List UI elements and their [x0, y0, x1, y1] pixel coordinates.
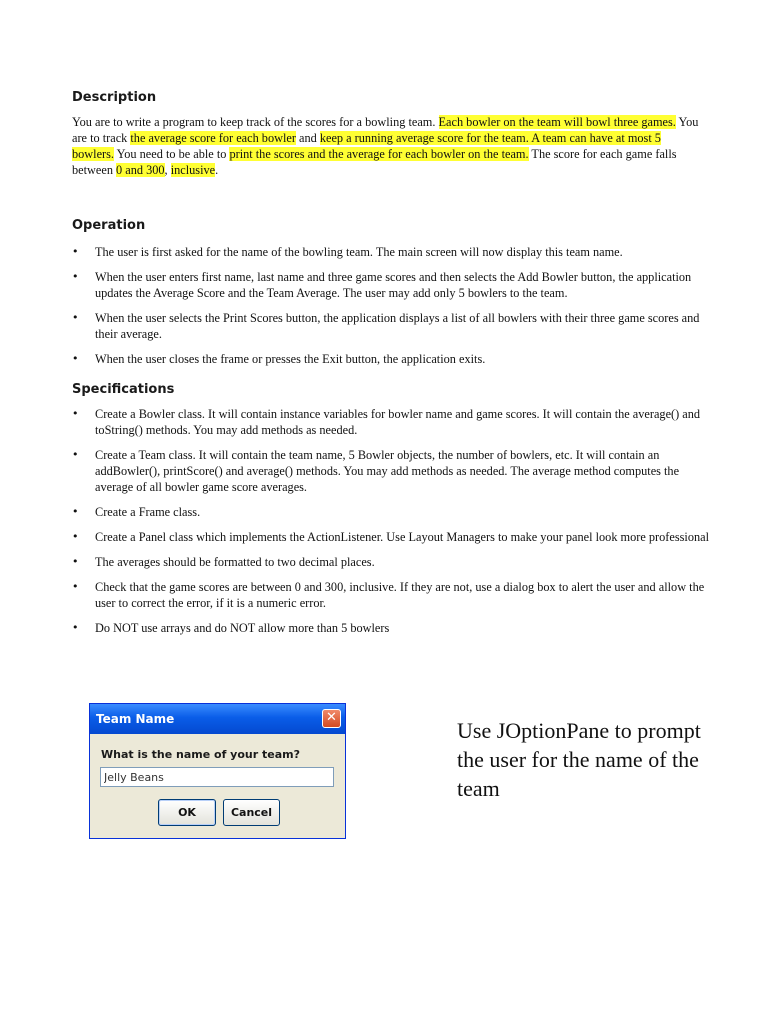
team-name-dialog [89, 703, 346, 839]
description-text: and [295, 131, 320, 145]
list-item: • Create a Frame class. [72, 504, 712, 520]
side-note: Use JOptionPane to prompt the user for the name of the team [457, 718, 701, 801]
list-item: • Create a Bowler class. It will contain instance variables for bowler name and game scores. It will contain the average() and toString() methods. You may add methods as needed. [72, 406, 712, 438]
list-item: • Check that the game scores are between 0 and 300, inclusive. If they are not, use a dialog box to alert the user and allow the user to correct the error, if it is a numeric error. [72, 579, 712, 611]
highlighted-text: print the scores and the average for each bowler on the team. [229, 147, 529, 161]
ok-button[interactable]: OK [158, 799, 216, 826]
highlighted-text: inclusive [170, 163, 216, 177]
description-text: You are to write a program to keep track of the scores for a bowling team. [72, 115, 439, 129]
list-item: • Create a Team class. It will contain the team name, 5 Bowler objects, the number of bowlers, etc. It will contain an addBowler(), printScore() and average() methods. You may add methods as needed. The average method computes the average of all bowler game score averages. [72, 447, 712, 495]
list-item: • When the user closes the frame or presses the Exit button, the application exits. [72, 351, 712, 367]
close-icon[interactable]: ✕ [322, 709, 341, 728]
specifications-list [72, 406, 712, 645]
highlighted-text: Each bowler on the team will bowl three games. [438, 115, 676, 129]
dialog-title-bar[interactable] [90, 704, 345, 734]
description-text: The score for each game falls between [72, 147, 677, 177]
list-item: • When the user selects the Print Scores button, the application displays a list of all bowlers with their three game scores and their average. [72, 310, 712, 342]
description-text: . [215, 163, 219, 177]
dialog-title: Team Name [96, 712, 175, 726]
description-text: You are to track [72, 115, 699, 145]
operation-heading: Operation [72, 218, 146, 233]
description-text: You need to be able to [114, 147, 230, 161]
highlighted-text: 0 and 300 [116, 163, 165, 177]
dialog-prompt: What is the name of your team? [101, 748, 300, 761]
list-item: • Do NOT use arrays and do NOT allow more than 5 bowlers [72, 620, 712, 636]
list-item: • The user is first asked for the name of the bowling team. The main screen will now display this team name. [72, 244, 712, 260]
description-text: , [164, 163, 171, 177]
highlighted-text: keep a running average score for the team. A team can have at most 5 bowlers. [72, 131, 661, 161]
list-item: • Create a Panel class which implements the ActionListener. Use Layout Managers to make your panel look more professional [72, 529, 712, 545]
operation-list [72, 244, 712, 376]
description-heading: Description [72, 90, 157, 105]
description-paragraph [72, 114, 704, 178]
specifications-heading: Specifications [72, 382, 175, 397]
cancel-button[interactable]: Cancel [223, 799, 280, 826]
list-item: • When the user enters first name, last name and three game scores and then selects the Add Bowler button, the application updates the Average Score and the Team Average. The user may add only 5 bowlers to the team. [72, 269, 712, 301]
team-name-input[interactable] [100, 767, 334, 787]
list-item: • The averages should be formatted to two decimal places. [72, 554, 712, 570]
highlighted-text: the average score for each bowler [130, 131, 296, 145]
